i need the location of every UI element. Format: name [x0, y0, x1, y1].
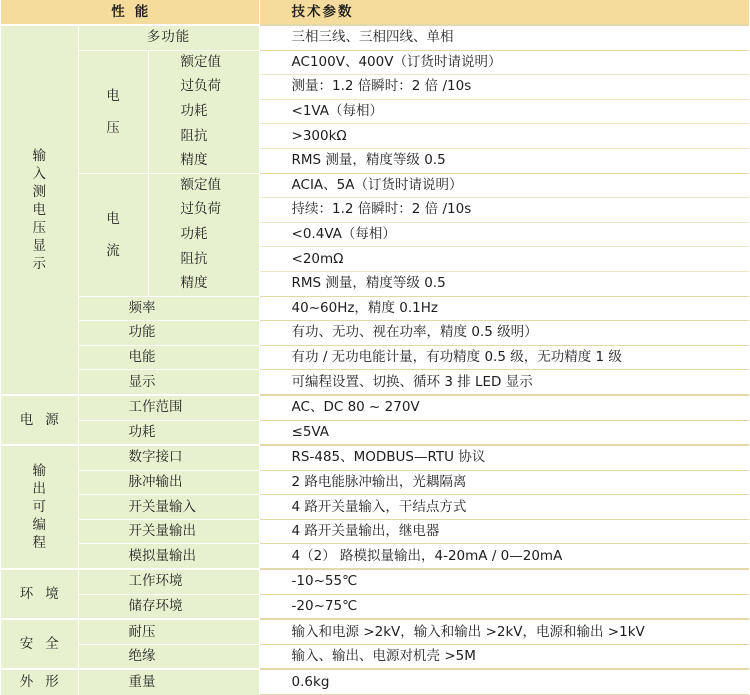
param-value: 输入和电源 >2kV，输入和输出 >2kV，电源和输出 >1kV [259, 619, 749, 644]
table-row [1, 395, 749, 420]
group-current: 电流 [78, 173, 148, 296]
param-label: 频率 [78, 296, 259, 321]
param-label: 功耗 [148, 222, 259, 247]
table-row [1, 569, 749, 594]
param-value: <0.4VA（每相） [259, 222, 749, 247]
header-technical-params: 技术参数 [259, 0, 749, 25]
param-label: 功能 [78, 321, 259, 346]
param-label: 精度 [148, 148, 259, 173]
param-value: 2 路电能脉冲输出，光耦隔离 [259, 470, 749, 495]
table-row [1, 445, 749, 470]
param-value: 输入、输出、电源对机壳 >5M [259, 644, 749, 669]
param-value: 0.6kg [259, 669, 749, 694]
table-row [1, 644, 749, 669]
param-label: 脉冲输出 [78, 470, 259, 495]
param-label: 额定值 [148, 50, 259, 75]
group-input: 输入测电压显示 [1, 25, 78, 395]
param-label: 开关量输出 [78, 519, 259, 544]
table-row [1, 370, 749, 395]
param-label: 精度 [148, 271, 259, 296]
param-label: 阻抗 [148, 124, 259, 149]
table-row [1, 50, 749, 75]
param-value: 持续：1.2 倍瞬时：2 倍 /10s [259, 198, 749, 223]
group-voltage: 电压 [78, 50, 148, 173]
param-value: RMS 测量，精度等级 0.5 [259, 271, 749, 296]
table-row [1, 519, 749, 544]
group-appearance: 外形 [1, 669, 78, 694]
param-value: 有功 / 无功电能计量，有功精度 0.5 级，无功精度 1 级 [259, 345, 749, 370]
table-row [1, 669, 749, 694]
param-value: 测量：1.2 倍瞬时：2 倍 /10s [259, 75, 749, 100]
table-row [1, 420, 749, 445]
table-row [1, 495, 749, 520]
table-row [1, 594, 749, 619]
param-value: ACIA、5A（订货时请说明） [259, 173, 749, 198]
param-label: 工作环境 [78, 569, 259, 594]
param-value: -10~55℃ [259, 569, 749, 594]
param-label: 额定值 [148, 173, 259, 198]
param-label: 耐压 [78, 619, 259, 644]
table-row [1, 470, 749, 495]
param-label: 过负荷 [148, 75, 259, 100]
param-value: 4 路开关量输出，继电器 [259, 519, 749, 544]
table-row [1, 619, 749, 644]
param-label: 功耗 [148, 99, 259, 124]
param-value: RMS 测量，精度等级 0.5 [259, 148, 749, 173]
param-value: 4 路开关量输入，干结点方式 [259, 495, 749, 520]
param-label: 过负荷 [148, 198, 259, 223]
param-value: 40~60Hz，精度 0.1Hz [259, 296, 749, 321]
param-value: AC、DC 80 ~ 270V [259, 395, 749, 420]
header-row [1, 0, 749, 25]
spec-table [1, 0, 749, 695]
param-value: RS-485、MODBUS—RTU 协议 [259, 445, 749, 470]
param-label: 数字接口 [78, 445, 259, 470]
param-value: <1VA（每相） [259, 99, 749, 124]
table-row [1, 173, 749, 198]
param-value: 可编程设置、切换、循环 3 排 LED 显示 [259, 370, 749, 395]
table-row [1, 296, 749, 321]
param-label: 储存环境 [78, 594, 259, 619]
param-label: 开关量输入 [78, 495, 259, 520]
param-label: 阻抗 [148, 247, 259, 272]
group-output: 输出可编程 [1, 445, 78, 569]
table-row [1, 25, 749, 50]
group-environment: 环境 [1, 569, 78, 619]
param-value: -20~75℃ [259, 594, 749, 619]
table-row [1, 345, 749, 370]
param-label: 工作范围 [78, 395, 259, 420]
group-power-supply: 电源 [1, 395, 78, 445]
table-row [1, 544, 749, 569]
table-row [1, 321, 749, 346]
group-safety: 安全 [1, 619, 78, 669]
param-value: <20mΩ [259, 247, 749, 272]
param-label: 模拟量输出 [78, 544, 259, 569]
param-label: 功耗 [78, 420, 259, 445]
param-label: 重量 [78, 669, 259, 694]
param-label: 绝缘 [78, 644, 259, 669]
param-label: 显示 [78, 370, 259, 395]
param-value: AC100V、400V（订货时请说明） [259, 50, 749, 75]
param-value: 有功、无功、视在功率，精度 0.5 级明） [259, 321, 749, 346]
param-value: >300kΩ [259, 124, 749, 149]
header-performance: 性能 [1, 0, 259, 25]
param-value: 4（2） 路模拟量输出，4-20mA / 0—20mA [259, 544, 749, 569]
param-label: 多功能 [78, 25, 259, 50]
param-value: 三相三线、三相四线、单相 [259, 25, 749, 50]
param-value: ≤5VA [259, 420, 749, 445]
param-label: 电能 [78, 345, 259, 370]
